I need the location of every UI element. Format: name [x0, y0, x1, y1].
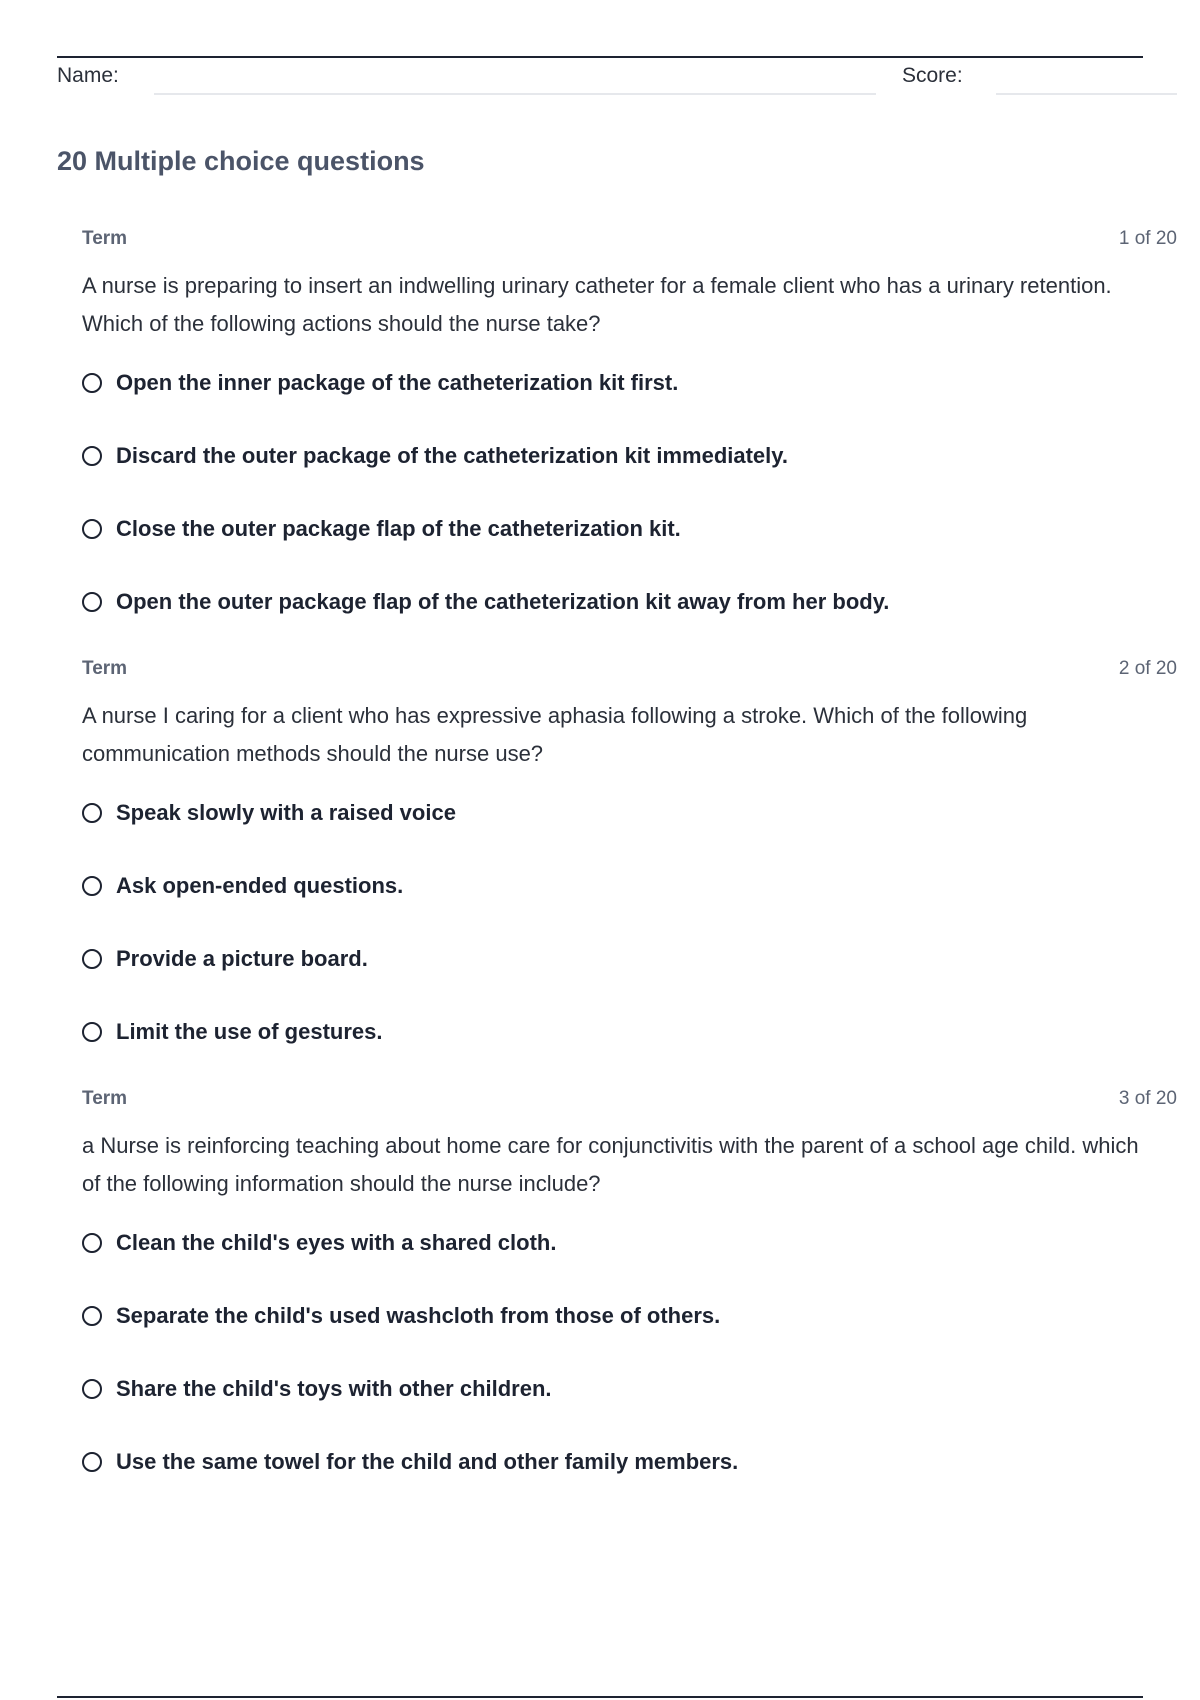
answer-option-label: Clean the child's eyes with a shared cloth.: [116, 1230, 557, 1255]
question-text: A nurse I caring for a client who has expressive aphasia following a stroke. Which of the following communication methods should the nurse use?: [82, 703, 1028, 766]
radio-circle-icon[interactable]: [82, 876, 102, 896]
name-input-line[interactable]: [154, 93, 876, 95]
section-title: 20 Multiple choice questions: [57, 146, 425, 176]
question-header: [82, 228, 1177, 254]
answer-options: [82, 365, 1177, 620]
answer-option[interactable]: [82, 941, 1177, 977]
answer-option-label: Close the outer package flap of the catheterization kit.: [116, 516, 681, 541]
answer-option-label: Share the child's toys with other children.: [116, 1376, 552, 1401]
answer-option[interactable]: [82, 1444, 1177, 1480]
radio-circle-icon[interactable]: [82, 949, 102, 969]
answer-option[interactable]: [82, 365, 1177, 401]
answer-option[interactable]: [82, 584, 1177, 620]
question-text: A nurse is preparing to insert an indwelling urinary catheter for a female client who has a urinary retention. Which of the following actions should the nurse take?: [82, 273, 1112, 336]
answer-option[interactable]: [82, 1014, 1177, 1050]
question-header: [82, 1088, 1177, 1114]
answer-options: [82, 795, 1177, 1050]
bottom-divider: [57, 1696, 1143, 1698]
answer-option[interactable]: [82, 511, 1177, 547]
question-card: [82, 1088, 1177, 1517]
radio-circle-icon[interactable]: [82, 373, 102, 393]
answer-option-label: Use the same towel for the child and other family members.: [116, 1449, 739, 1474]
answer-option-label: Open the outer package flap of the catheterization kit away from her body.: [116, 589, 890, 614]
question-text: a Nurse is reinforcing teaching about home care for conjunctivitis with the parent of a school age child. which of the following information should the nurse include?: [82, 1133, 1139, 1196]
answer-option[interactable]: [82, 1225, 1177, 1261]
question-header: [82, 658, 1177, 684]
term-label: Term: [82, 1088, 128, 1109]
term-label: Term: [82, 658, 128, 679]
radio-circle-icon[interactable]: [82, 1452, 102, 1472]
score-input-line[interactable]: [996, 93, 1177, 95]
question-counter: 1 of 20: [1118, 228, 1177, 249]
answer-option-label: Provide a picture board.: [116, 946, 368, 971]
radio-circle-icon[interactable]: [82, 446, 102, 466]
answer-option-label: Separate the child's used washcloth from those of others.: [116, 1303, 721, 1328]
radio-circle-icon[interactable]: [82, 1022, 102, 1042]
question-card: [82, 658, 1177, 1087]
answer-option-label: Discard the outer package of the catheterization kit immediately.: [116, 443, 788, 468]
radio-circle-icon[interactable]: [82, 803, 102, 823]
radio-circle-icon[interactable]: [82, 519, 102, 539]
radio-circle-icon[interactable]: [82, 592, 102, 612]
score-label: Score:: [902, 64, 963, 87]
question-card: [82, 228, 1177, 657]
worksheet-header: [57, 60, 1177, 100]
question-counter: 3 of 20: [1118, 1088, 1177, 1109]
radio-circle-icon[interactable]: [82, 1379, 102, 1399]
term-label: Term: [82, 228, 128, 249]
top-divider: [57, 56, 1143, 58]
answer-option[interactable]: [82, 1371, 1177, 1407]
answer-option-label: Open the inner package of the catheterization kit first.: [116, 370, 679, 395]
answer-option-label: Ask open-ended questions.: [116, 873, 404, 898]
answer-options: [82, 1225, 1177, 1480]
radio-circle-icon[interactable]: [82, 1233, 102, 1253]
answer-option[interactable]: [82, 868, 1177, 904]
question-counter: 2 of 20: [1118, 658, 1177, 679]
answer-option[interactable]: [82, 795, 1177, 831]
answer-option[interactable]: [82, 1298, 1177, 1334]
answer-option-label: Speak slowly with a raised voice: [116, 800, 456, 825]
answer-option[interactable]: [82, 438, 1177, 474]
radio-circle-icon[interactable]: [82, 1306, 102, 1326]
answer-option-label: Limit the use of gestures.: [116, 1019, 383, 1044]
name-label: Name:: [57, 64, 119, 87]
